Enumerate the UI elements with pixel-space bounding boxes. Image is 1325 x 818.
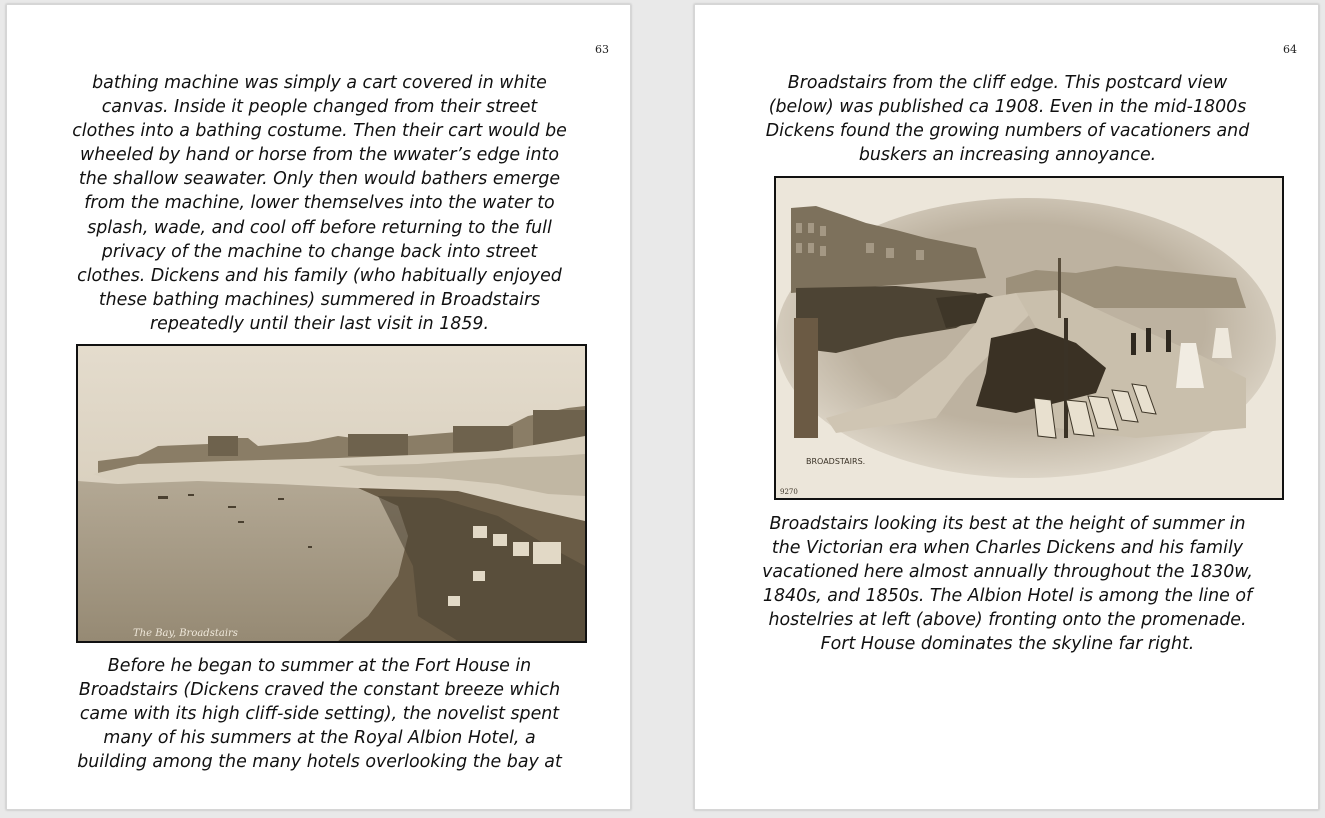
- text-line: Broadstairs (Dickens craved the constant breeze which: [78, 680, 561, 701]
- body-paragraph-bottom: [725, 512, 1290, 657]
- text-line: the Victorian era when Charles Dickens and his family: [771, 538, 1244, 559]
- text-line: Dickens found the growing numbers of vacationers and: [765, 121, 1250, 142]
- text-line: from the machine, lower themselves into the water to: [84, 193, 555, 214]
- page-64: [694, 4, 1319, 810]
- text-line: Broadstairs from the cliff edge. This postcard view: [787, 73, 1228, 93]
- text-line: (below) was published ca 1908. Even in the mid-1800s: [768, 97, 1247, 118]
- body-paragraph-top: [725, 71, 1290, 167]
- text-line: vacationed here almost annually throughout the 1830w,: [762, 562, 1253, 583]
- text-line: repeatedly until their last visit in 1859.: [150, 313, 489, 334]
- page-number: 64: [1283, 43, 1297, 56]
- postcard-photo-image: [776, 178, 1282, 498]
- text-line: canvas. Inside it people changed from their street: [101, 97, 538, 118]
- text-line: Before he began to summer at the Fort House in: [107, 656, 532, 676]
- postcard-photo: [774, 176, 1284, 500]
- text-line: 1840s, and 1850s. The Albion Hotel is among the line of: [762, 586, 1253, 607]
- page-63: [6, 4, 631, 810]
- bay-photo: [76, 344, 587, 643]
- postcard-number: 9270: [780, 488, 798, 496]
- photo-caption: The Bay, Broadstairs: [133, 628, 238, 639]
- body-paragraph-top: [37, 71, 602, 336]
- text-line: these bathing machines) summered in Broadstairs: [98, 289, 541, 310]
- text-line: wheeled by hand or horse from the wwater’s edge into: [80, 145, 559, 166]
- postcard-label: BROADSTAIRS.: [806, 457, 866, 466]
- page-number: 63: [595, 43, 609, 56]
- text-line: hostelries at left (above) fronting onto the promenade.: [768, 610, 1247, 631]
- text-line: the shallow seawater. Only then would bathers emerge: [78, 169, 561, 190]
- text-line: came with its high cliff-side setting), the novelist spent: [79, 704, 560, 725]
- text-line: clothes into a bathing costume. Then their cart would be: [72, 121, 567, 142]
- text-line: building among the many hotels overlooking the bay at: [77, 752, 562, 773]
- text-line: Broadstairs looking its best at the height of summer in: [769, 514, 1246, 534]
- text-line: bathing machine was simply a cart covered in white: [92, 73, 547, 93]
- text-line: clothes. Dickens and his family (who habitually enjoyed: [77, 265, 562, 286]
- text-line: buskers an increasing annoyance.: [858, 145, 1157, 166]
- text-line: Fort House dominates the skyline far right.: [820, 634, 1195, 655]
- bay-photo-image: [78, 346, 585, 641]
- text-line: many of his summers at the Royal Albion Hotel, a: [103, 728, 536, 749]
- text-line: privacy of the machine to change back into street: [101, 241, 538, 262]
- body-paragraph-bottom: [37, 654, 602, 774]
- text-line: splash, wade, and cool off before returning to the full: [87, 217, 552, 238]
